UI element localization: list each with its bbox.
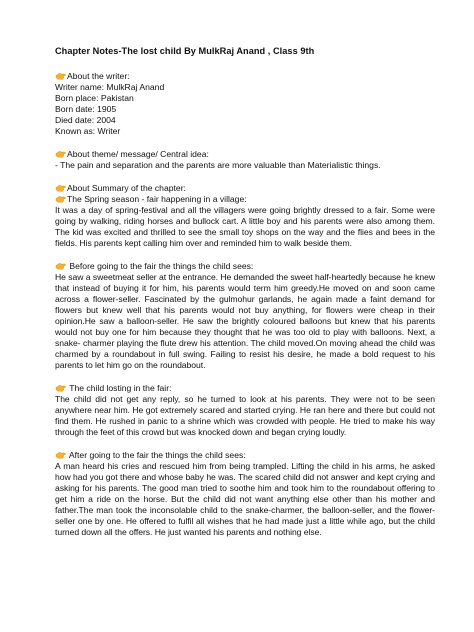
born-place-line: Born place: Pakistan bbox=[55, 93, 134, 104]
writer-name-line: Writer name: MulkRaj Anand bbox=[55, 82, 165, 93]
pointing-hand-icon bbox=[55, 183, 66, 192]
heading-text: The child losting in the fair: bbox=[67, 383, 172, 394]
section-heading-before-fair bbox=[55, 261, 435, 272]
pointing-hand-icon bbox=[55, 71, 66, 80]
section-heading-theme bbox=[55, 149, 435, 160]
document-title: Chapter Notes-The lost child By MulkRaj Anand , Class 9th bbox=[55, 46, 315, 56]
section-child-lost bbox=[55, 383, 435, 438]
pointing-hand-icon bbox=[55, 261, 66, 270]
heading-text: About Summary of the chapter: bbox=[67, 183, 186, 194]
died-date-line: Died date: 2004 bbox=[55, 115, 116, 126]
section-heading-writer bbox=[55, 71, 435, 82]
known-as-line: Known as: Writer bbox=[55, 126, 121, 137]
section-heading-summary bbox=[55, 183, 435, 194]
section-about-writer bbox=[55, 71, 435, 137]
theme-text: - The pain and separation and the parents are more valuable than Materialistic things. bbox=[55, 160, 381, 171]
heading-text: About the writer: bbox=[67, 71, 130, 82]
heading-text: After going to the fair the things the child sees: bbox=[67, 450, 246, 461]
pointing-hand-icon bbox=[55, 194, 66, 203]
heading-text: Before going to the fair the things the child sees: bbox=[67, 261, 254, 272]
after-fair-paragraph: A man heard his cries and rescued him from being trampled. Lifting the child in his arms, he asked how had you got there and whose baby he was. The scared child did not answer and kept crying and asking for his parents. The good man tried to soothe him and took him to the roundabout offering to get him a ride on the horse. But the child did not want anything else other than his mother and father.The man took the inconsolable child to the snake-charmer, the balloon-seller, and the flower-seller one by one. He offered to fulfil all wishes that he had made just a little while ago, but the child turned down all the offers. He just wanted his parents and nothing else. bbox=[55, 461, 435, 538]
section-summary bbox=[55, 183, 435, 249]
born-date-line: Born date: 1905 bbox=[55, 104, 117, 115]
section-heading-child-lost bbox=[55, 383, 435, 394]
pointing-hand-icon bbox=[55, 450, 66, 459]
pointing-hand-icon bbox=[55, 149, 66, 158]
summary-paragraph: It was a day of spring-festival and all the villagers were going brightly dressed to a fair. Some were going by walking, riding horses and bullock cart. A little boy and his parents were also among them. The kid was excited and thrilled to see the small toy shops on the way and the flies and bees in the fields. His parents kept calling him over and reminded him to walk beside them. bbox=[55, 205, 435, 249]
section-theme bbox=[55, 149, 435, 171]
section-heading-after-fair bbox=[55, 450, 435, 461]
pointing-hand-icon bbox=[55, 383, 66, 392]
child-lost-paragraph: The child did not get any reply, so he turned to look at his parents. They were not to be seen anywhere near him. He got extremely scared and started crying. He ran here and there but could not find them. He rushed in panic to a shrine which was crowded with people. He tried to make his way through the feet of this crowd but was knocked down and began crying loudly. bbox=[55, 394, 435, 438]
heading-text: About theme/ message/ Central idea: bbox=[67, 149, 209, 160]
before-fair-paragraph: He saw a sweetmeat seller at the entrance. He demanded the sweet half-heartedly because he knew that instead of buying it for him, his parents would term him greedy.He moved on and soon came across a flower-seller. Fascinated by the gulmohur garlands, he again made a faint demand for flowers but knew well that his parents would not buy anything, for flowers were cheap in their opinion.He saw a balloon-seller. He saw the brightly coloured balloons but knew that his parents would not buy one for him because they thought that he was too old to play with balloons. Next, a snake- charmer playing the flute drew his attention. The child moved.On moving ahead the child was charmed by a roundabout in full swing. Failing to resist his desire, he made a bold request to his parents to let him go on the roundabout. bbox=[55, 272, 435, 371]
document-page bbox=[55, 46, 435, 550]
section-subheading-spring bbox=[55, 194, 435, 205]
section-after-fair bbox=[55, 450, 435, 538]
heading-text: The Spring season - fair happening in a village: bbox=[67, 194, 247, 205]
section-before-fair bbox=[55, 261, 435, 371]
